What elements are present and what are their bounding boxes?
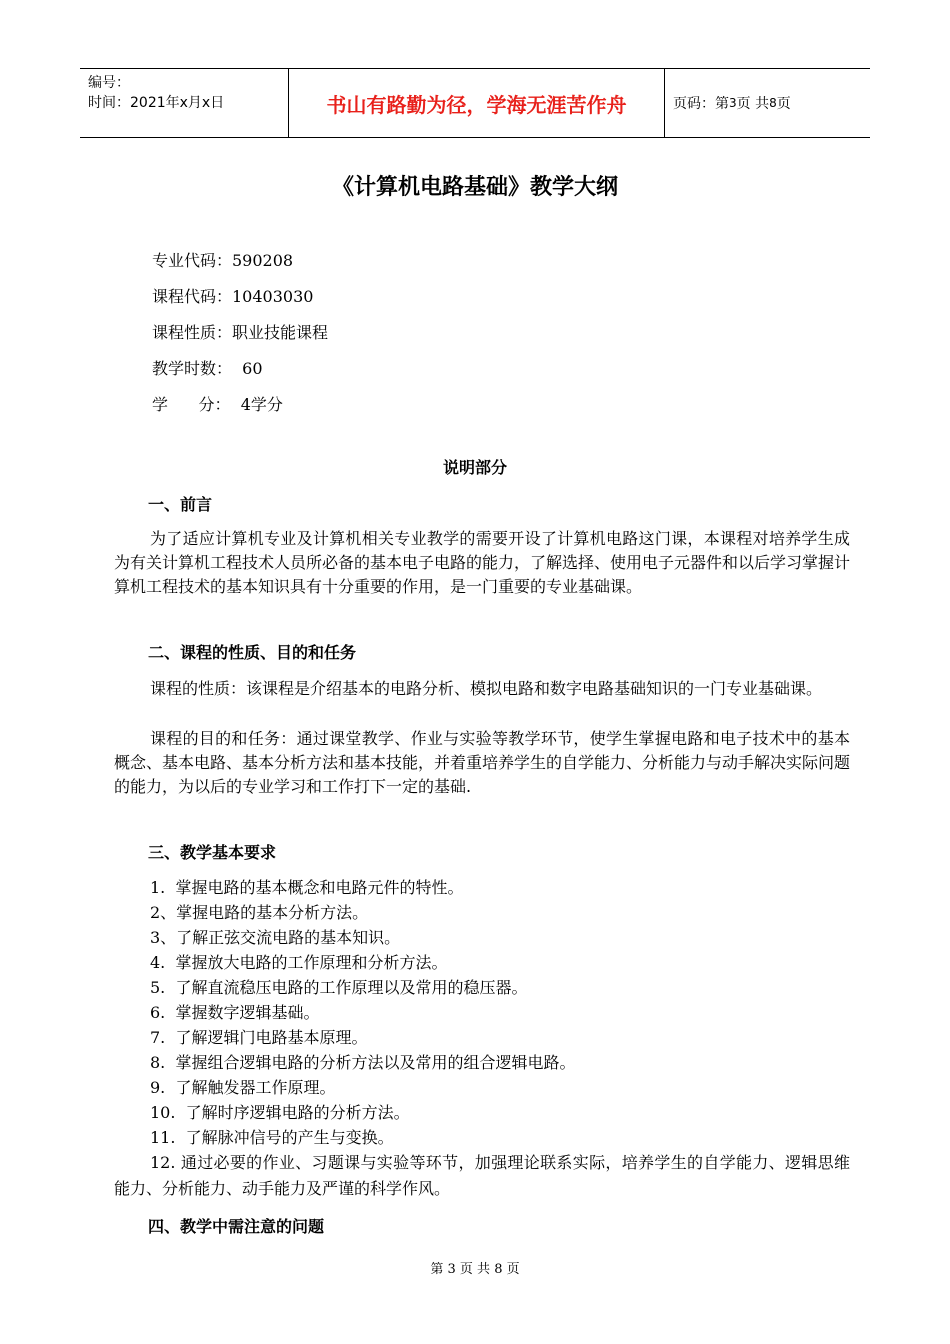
list-item: 2、掌握电路的基本分析方法。 (150, 903, 369, 922)
requirements-list (150, 876, 850, 1151)
requirement-12: 12. 通过必要的作业、习题课与实验等环节，加强理论联系实际，培养学生的自学能力、逻辑思维能力、分析能力、动手能力及严谨的科学作风。 (114, 1153, 850, 1198)
page-footer: 第 3 页 共 8 页 (430, 1262, 520, 1277)
course-code: 课程代码：10403030 (152, 287, 314, 306)
heading-nature: 二、课程的性质、目的和任务 (148, 643, 357, 662)
list-item: 3、了解正弦交流电路的基本知识。 (150, 928, 401, 947)
header-left-cell (80, 69, 288, 137)
purpose-text: 课程的目的和任务：通过课堂教学、作业与实验等教学环节，使学生掌握电路和电子技术中的基本概念、基本电路、基本分析方法和基本技能，并着重培养学生的自学能力、分析能力与动手解决实际问题的能力，为以后的专业学习和工作打下一定的基础. (114, 729, 851, 796)
header-table (80, 68, 870, 138)
list-item: 6. 掌握数字逻辑基础。 (150, 1003, 320, 1022)
page-indicator: 页码：第 3 页 共 8 页 (673, 96, 791, 112)
motto: 书山有路勤为径，学海无涯苦作舟 (288, 69, 665, 137)
course-nature: 课程性质：职业技能课程 (152, 323, 329, 342)
preface-text: 为了适应计算机专业及计算机相关专业教学的需要开设了计算机电路这门课，本课程对培养学生成为有关计算机工程技术人员所必备的基本电子电路的能力，了解选择、使用电子元器件和以后学习掌握计算机工程技术的基本知识具有十分重要的作用，是一门重要的专业基础课。 (114, 529, 851, 596)
list-item: 8. 掌握组合逻辑电路的分析方法以及常用的组合逻辑电路。 (150, 1053, 576, 1072)
major-code: 专业代码：590208 (152, 251, 294, 270)
page-number: 3 (729, 96, 737, 110)
course-meta (152, 247, 328, 427)
list-item: 7. 了解逻辑门电路基本原理。 (150, 1028, 368, 1047)
teaching-hours: 教学时数： 60 (152, 359, 263, 378)
list-item: 5. 了解直流稳压电路的工作原理以及常用的稳压器。 (150, 978, 528, 997)
nature-text: 课程的性质：该课程是介绍基本的电路分析、模拟电路和数字电路基础知识的一门专业基础课。 (150, 679, 823, 698)
document-title: 《计算机电路基础》教学大纲 (331, 175, 618, 200)
code-label: 编号： (88, 75, 130, 91)
list-item: 1. 掌握电路的基本概念和电路元件的特性。 (150, 878, 464, 897)
list-item: 11. 了解脉冲信号的产生与变换。 (150, 1128, 394, 1147)
section-title: 说明部分 (442, 458, 507, 477)
heading-requirements: 三、教学基本要求 (148, 843, 277, 862)
list-item: 10. 了解时序逻辑电路的分析方法。 (150, 1103, 410, 1122)
list-item: 9. 了解触发器工作原理。 (150, 1078, 336, 1097)
credits: 学 分： 4学分 (152, 395, 283, 414)
time-label: 时间：2021年x月x日 (88, 95, 225, 111)
page-total: 8 (769, 96, 777, 110)
heading-notes: 四、教学中需注意的问题 (148, 1217, 325, 1236)
heading-preface: 一、前言 (148, 495, 213, 514)
list-item: 4. 掌握放大电路的工作原理和分析方法。 (150, 953, 448, 972)
